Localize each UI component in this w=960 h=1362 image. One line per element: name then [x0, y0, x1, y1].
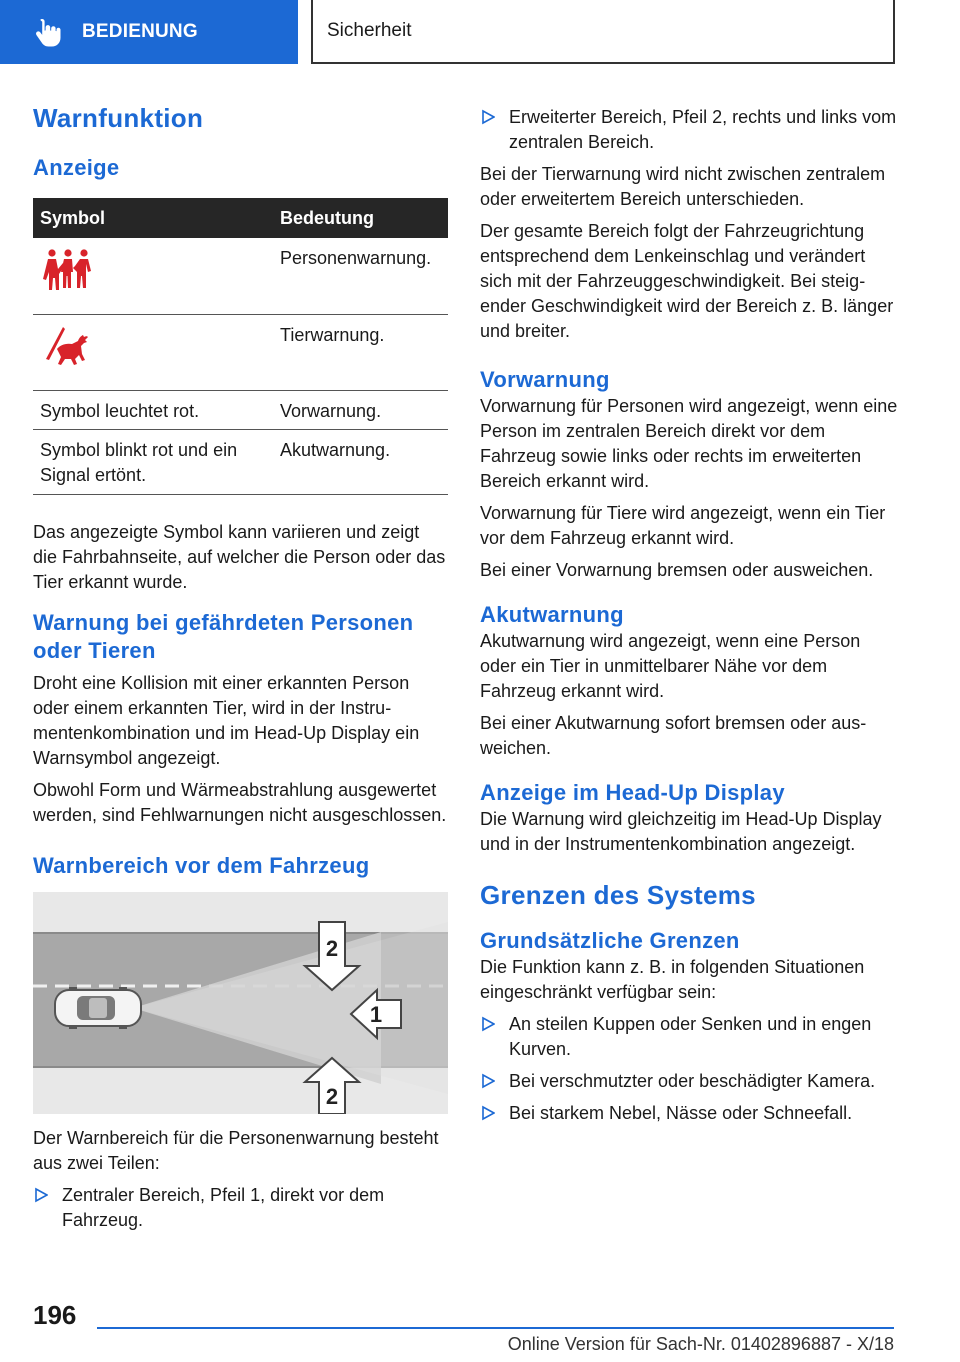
warning-area-diagram — [33, 892, 448, 1114]
table-row — [33, 314, 448, 390]
paragraph-gesamter-bereich: Der gesamte Bereich folgt der Fahrzeugrichtung entsprechend dem Lenkeinschlag und verändert sich mit der Fahrzeuggeschwindigkeit. Bei steigender Geschwindigkeit wird der Bereich z. B. länger und breiter. — [480, 221, 894, 341]
triangle-bullet-icon — [482, 1073, 495, 1089]
heading-head-up-display: Anzeige im Head-Up Display — [480, 780, 785, 805]
section-title: Sicherheit — [311, 0, 895, 64]
bullet-list-bereiche — [33, 1183, 448, 1233]
list-item — [480, 105, 898, 155]
footer-divider — [97, 1327, 894, 1329]
triangle-bullet-icon — [482, 109, 495, 125]
warning-area-figure — [33, 892, 448, 1114]
list-item-text: Zentraler Bereich, Pfeil 1, direkt vor dem Fahrzeug. — [62, 1184, 385, 1230]
paragraph-akutwarnung-aktion: Bei einer Akutwarnung sofort bremsen oder ausweichen. — [480, 713, 867, 758]
svg-text:1: 1 — [369, 1001, 383, 1027]
paragraph-symbol-variation: Das angezeigte Symbol kann variieren und zeigt die Fahrbahnseite, auf welcher die Person oder das Tier erkannt wurde. — [33, 521, 446, 592]
heading-akutwarnung: Akutwarnung — [480, 602, 624, 627]
triangle-bullet-icon — [482, 1105, 495, 1121]
list-item-text: Bei starkem Nebel, Nässe oder Schneefall. — [509, 1103, 853, 1123]
paragraph-kollision: Droht eine Kollision mit einer erkannten Person oder einem erkannten Tier, wird in der Instrumentenkombination und im Head-Up Display ein Warnsymbol angezeigt. — [33, 672, 420, 768]
symbol-table — [33, 198, 448, 495]
person-warning-icon — [43, 248, 93, 292]
chapter-tab-label: BEDIENUNG — [82, 21, 198, 42]
heading-vorwarnung: Vorwarnung — [480, 367, 610, 392]
heading-warnbereich: Warnbereich vor dem Fahrzeug — [33, 852, 370, 878]
list-item — [480, 1069, 898, 1094]
table-header-row — [33, 198, 448, 238]
paragraph-warnbereich: Der Warnbereich für die Personenwarnung besteht aus zwei Teilen: — [33, 1127, 439, 1173]
paragraph-tierwarnung: Bei der Tierwarnung wird nicht zwischen zentralem oder erweitertem Bereich unterschieden. — [480, 164, 886, 209]
heading-anzeige: Anzeige — [33, 155, 120, 180]
table-cell-meaning: Akutwarnung. — [273, 429, 448, 494]
table-header-meaning: Bedeutung — [273, 198, 448, 238]
table-cell-meaning: Personenwarnung. — [273, 238, 448, 314]
table-cell-symbol — [33, 314, 273, 390]
animal-warning-icon — [43, 325, 93, 367]
paragraph-akutwarnung: Akutwarnung wird angezeigt, wenn eine Person oder ein Tier in unmittelbarer Nähe vor dem Fahrzeug erkannt wird. — [480, 631, 861, 701]
triangle-bullet-icon — [35, 1187, 48, 1203]
triangle-bullet-icon — [482, 1016, 495, 1032]
heading-warnfunktion: Warnfunktion — [33, 103, 204, 133]
list-item-text: Bei verschmutzter oder beschädigter Kamera. — [509, 1071, 876, 1091]
table-header-symbol: Symbol — [33, 198, 273, 238]
left-column — [33, 100, 448, 1233]
list-item-text: Erweiterter Bereich, Pfeil 2, rechts und links vom zentralen Bereich. — [509, 107, 897, 152]
list-item-text: An steilen Kuppen oder Senken und in engen Kurven. — [509, 1014, 872, 1059]
car-icon — [55, 987, 141, 1029]
list-item — [480, 1012, 898, 1062]
paragraph-fehlwarnungen: Obwohl Form und Wärmeabstrahlung ausgewertet werden, sind Fehlwarnungen nicht ausgeschlossen. — [33, 779, 447, 825]
footer-version-text: Online Version für Sach-Nr. 01402896887 - X/18 — [507, 1334, 894, 1354]
heading-grundsaetzliche-grenzen: Grundsätzliche Grenzen — [480, 928, 740, 953]
chapter-tab[interactable] — [0, 0, 298, 64]
table-cell-meaning: Vorwarnung. — [273, 390, 448, 429]
paragraph-grundsaetzlich: Die Funktion kann z. B. in folgenden Situationen eingeschränkt verfügbar sein: — [480, 957, 865, 1002]
table-cell-symbol — [33, 238, 273, 314]
paragraph-head-up-display: Die Warnung wird gleichzeitig im Head-Up Display und in der Instrumentenkombination angezeigt. — [480, 809, 882, 854]
bullet-list-grenzen — [480, 1012, 898, 1126]
svg-text:2: 2 — [325, 1083, 339, 1109]
table-cell-symbol: Symbol leuchtet rot. — [33, 390, 273, 429]
list-item — [33, 1183, 448, 1233]
hand-pointer-icon — [30, 15, 64, 49]
table-row — [33, 238, 448, 314]
right-column — [480, 100, 898, 1126]
paragraph-vorwarnung-aktion: Bei einer Vorwarnung bremsen oder ausweichen. — [480, 560, 874, 580]
heading-grenzen: Grenzen des Systems — [480, 880, 756, 910]
paragraph-vorwarnung-personen: Vorwarnung für Personen wird angezeigt, wenn eine Person im zentralen Bereich direkt vor dem Fahrzeug sowie links oder rechts im erweiterten Bereich erkannt wird. — [480, 396, 898, 491]
table-cell-meaning: Tierwarnung. — [273, 314, 448, 390]
page-number: 196 — [33, 1300, 77, 1330]
bullet-list-extended — [480, 105, 898, 155]
table-row — [33, 390, 448, 429]
heading-warnung-gefaehrdet: Warnung bei gefährdeten Personen oder Tieren — [33, 609, 414, 663]
table-cell-symbol: Symbol blinkt rot und ein Signal ertönt. — [33, 429, 273, 494]
svg-text:2: 2 — [325, 935, 339, 961]
list-item — [480, 1101, 898, 1126]
paragraph-vorwarnung-tiere: Vorwarnung für Tiere wird angezeigt, wenn ein Tier vor dem Fahrzeug erkannt wird. — [480, 503, 886, 548]
table-row — [33, 429, 448, 494]
